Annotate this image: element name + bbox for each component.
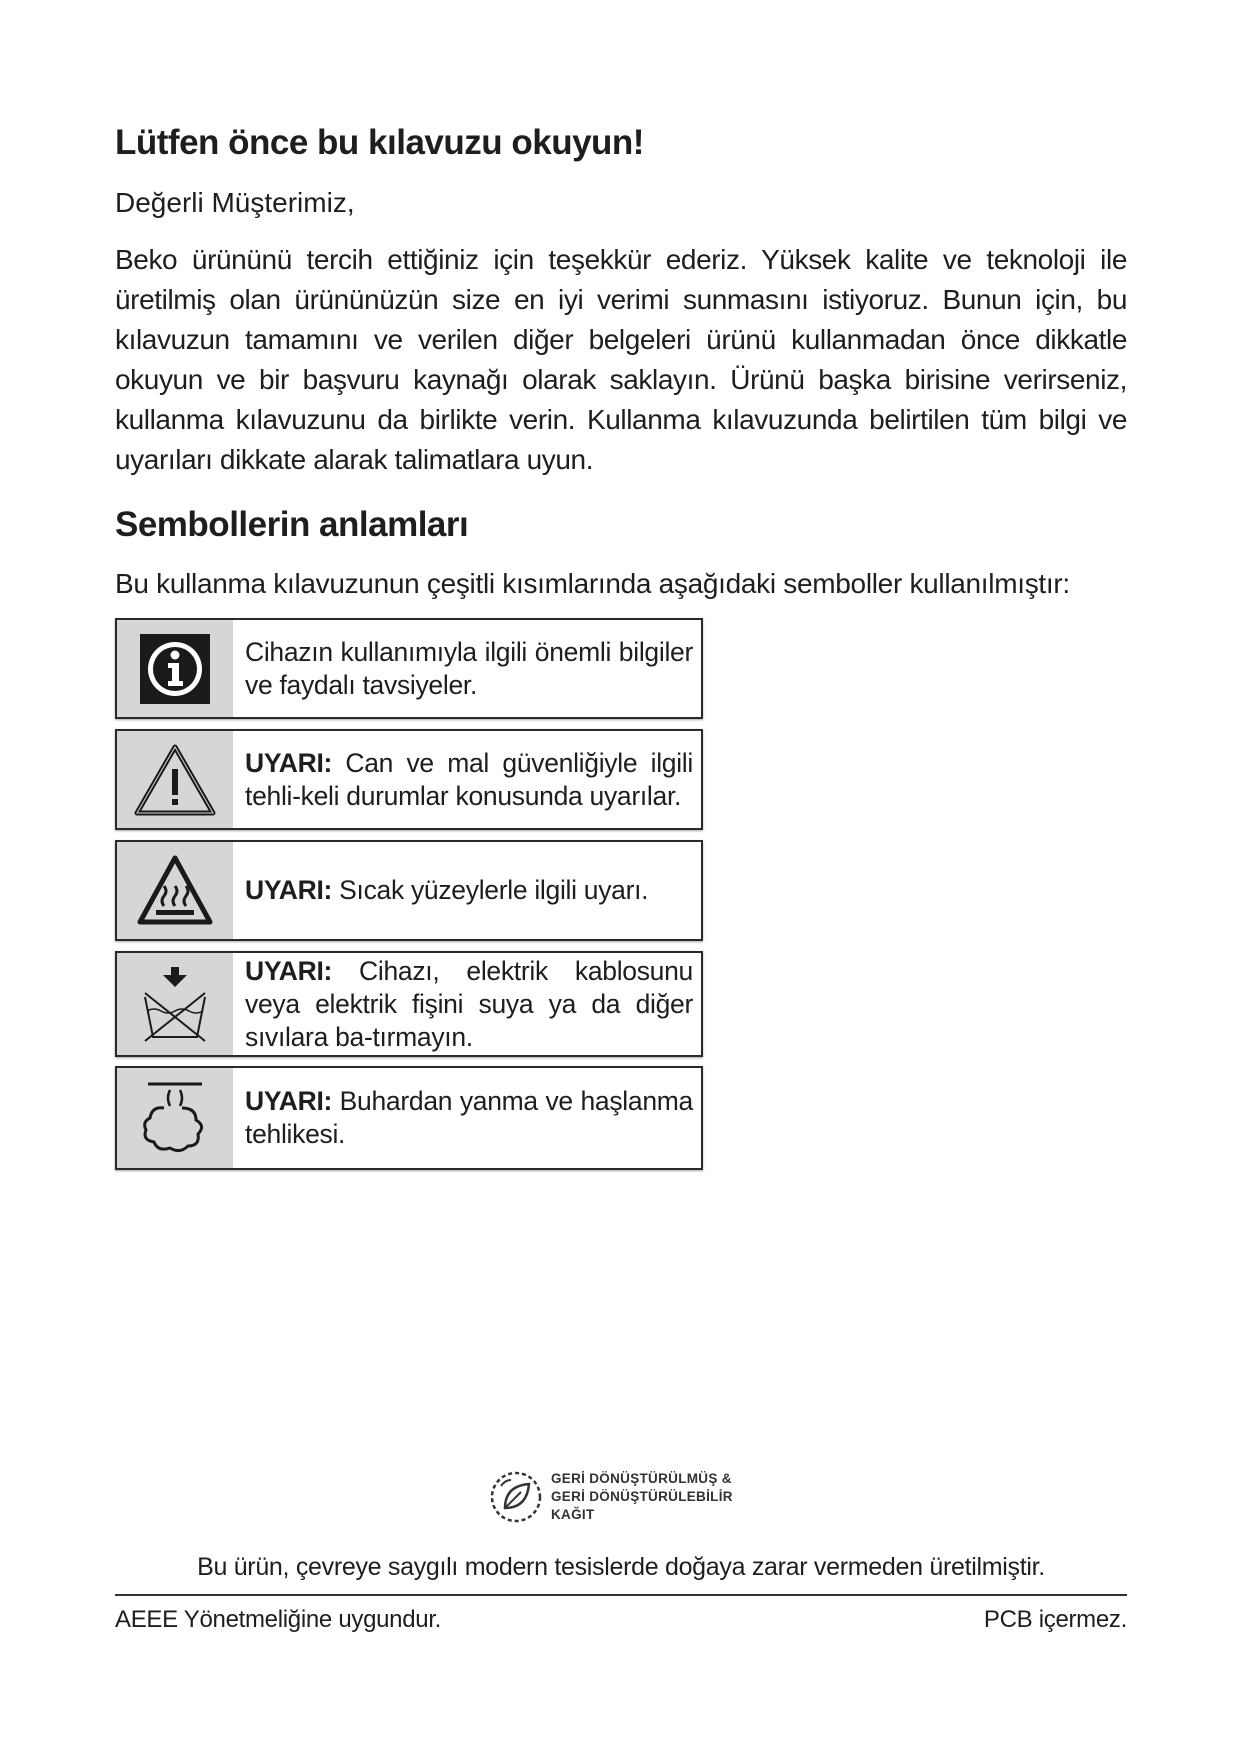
symbol-row-immerse bbox=[115, 951, 703, 1057]
symbol-text-immerse: Cihazı, elektrik kablosunu veya elektrik fişini suya ya da diğer sıvılara ba-tırmayın. bbox=[245, 955, 693, 1052]
symbol-row-info bbox=[115, 618, 703, 719]
greeting: Değerli Müşterimiz, bbox=[115, 187, 355, 218]
symbol-text-steam: Buhardan yanma ve haşlanma tehlikesi. bbox=[245, 1086, 693, 1149]
eco-statement: Bu ürün, çevreye saygılı modern tesislerde doğaya zarar vermeden üretilmiştir. bbox=[197, 1553, 1045, 1581]
symbol-row-warning bbox=[115, 729, 703, 830]
symbols-heading: Sembollerin anlamları bbox=[115, 505, 469, 544]
logo-line-3: KAĞIT bbox=[551, 1507, 595, 1522]
symbol-row-steam bbox=[115, 1066, 703, 1170]
warning-triangle-icon bbox=[117, 731, 233, 828]
symbol-text-warning: Can ve mal güvenliğiyle ilgili tehli-keli durumlar konusunda uyarılar. bbox=[245, 747, 693, 811]
intro-paragraph: Beko ürününü tercih ettiğiniz için teşekkür ederiz. Yüksek kalite ve teknoloji ile üretilmiş olan ürününüzün size en iyi verimi sunmasını istiyoruz. Bunun için, bu kılavuzun tamamını ve verilen diğer belgeleri ürünü kullanmadan önce dikkatle okuyun ve bir başvuru kaynağı olarak saklayın. Ürünü başka birisine verirseniz, kullanma kılavuzunu da birlikte verin. Kullanma kılavuzunda belirtilen tüm bilgi ve uyarıları dikkate alarak talimatlara uyun. bbox=[115, 244, 1127, 475]
symbol-text-hot: Sıcak yüzeylerle ilgili uyarı. bbox=[339, 875, 649, 905]
symbol-label-steam: UYARI: bbox=[245, 1086, 333, 1116]
recycle-leaf-icon bbox=[487, 1468, 545, 1526]
footer-right: PCB içermez. bbox=[983, 1606, 1127, 1633]
info-icon bbox=[117, 620, 233, 717]
logo-line-1: GERİ DÖNÜŞTÜRÜLMÜŞ & bbox=[551, 1471, 732, 1486]
symbol-label-immerse: UYARI: bbox=[245, 955, 333, 986]
footer-left: AEEE Yönetmeliğine uygundur. bbox=[115, 1606, 442, 1633]
hot-surface-icon bbox=[117, 842, 233, 939]
symbol-text-info: Cihazın kullanımıyla ilgili önemli bilgiler ve faydalı tavsiyeler. bbox=[245, 636, 693, 700]
logo-line-2: GERİ DÖNÜŞTÜRÜLEBİLİR bbox=[551, 1489, 733, 1504]
symbol-label-hot: UYARI: bbox=[245, 875, 333, 905]
page-title: Lütfen önce bu kılavuzu okuyun! bbox=[115, 123, 644, 162]
symbol-label-warning: UYARI: bbox=[245, 747, 333, 778]
footer-divider bbox=[115, 1594, 1127, 1596]
do-not-immerse-icon bbox=[117, 953, 233, 1055]
recycled-paper-logo bbox=[487, 1468, 733, 1526]
symbols-lead: Bu kullanma kılavuzunun çeşitli kısımlarında aşağıdaki semboller kullanılmıştır: bbox=[115, 568, 1070, 599]
symbol-row-hot-surface bbox=[115, 840, 703, 941]
steam-icon bbox=[117, 1068, 233, 1168]
